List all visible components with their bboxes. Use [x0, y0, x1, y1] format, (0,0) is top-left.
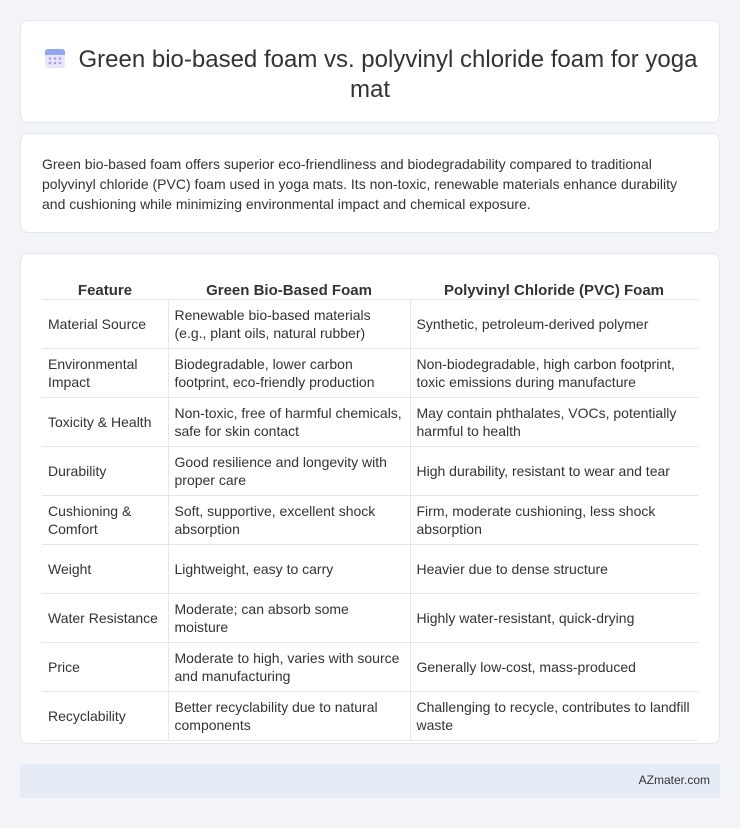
- column-header-bio-foam: Green Bio-Based Foam: [168, 274, 410, 299]
- pvc-foam-cell: May contain phthalates, VOCs, potentially harmful to health: [410, 397, 698, 446]
- title-card: [20, 20, 720, 123]
- comparison-table: [42, 274, 698, 741]
- feature-cell: Durability: [42, 446, 168, 495]
- column-header-feature: Feature: [42, 274, 168, 299]
- pvc-foam-cell: Firm, moderate cushioning, less shock absorption: [410, 495, 698, 544]
- table-row: [42, 495, 698, 544]
- pvc-foam-cell: High durability, resistant to wear and tear: [410, 446, 698, 495]
- table-row: [42, 593, 698, 642]
- calendar-icon: [43, 46, 67, 70]
- pvc-foam-cell: Synthetic, petroleum-derived polymer: [410, 299, 698, 348]
- page-title: [21, 45, 719, 105]
- summary-card: [20, 133, 720, 233]
- table-row: [42, 642, 698, 691]
- table-row: [42, 446, 698, 495]
- footer-brand: AZmater.com: [638, 773, 710, 787]
- pvc-foam-cell: Non-biodegradable, high carbon footprint, toxic emissions during manufacture: [410, 348, 698, 397]
- comparison-card: [20, 253, 720, 744]
- feature-cell: Material Source: [42, 299, 168, 348]
- summary-text: Green bio-based foam offers superior eco-friendliness and biodegradability compared to traditional polyvinyl chloride (PVC) foam used in yoga mats. Its non-toxic, renewable materials enhance durability and cushioning while minimizing environmental impact and chemical exposure.: [42, 156, 677, 212]
- feature-cell: Weight: [42, 544, 168, 593]
- feature-cell: Environmental Impact: [42, 348, 168, 397]
- page-title-text: Green bio-based foam vs. polyvinyl chloride foam for yoga mat: [78, 46, 698, 103]
- pvc-foam-cell: Highly water-resistant, quick-drying: [410, 593, 698, 642]
- bio-foam-cell: Moderate; can absorb some moisture: [168, 593, 410, 642]
- table-row: [42, 544, 698, 593]
- footer-bar: [20, 764, 720, 798]
- column-header-pvc-foam: Polyvinyl Chloride (PVC) Foam: [410, 274, 698, 299]
- feature-cell: Toxicity & Health: [42, 397, 168, 446]
- table-header-row: [42, 274, 698, 299]
- table-row: [42, 348, 698, 397]
- bio-foam-cell: Soft, supportive, excellent shock absorption: [168, 495, 410, 544]
- bio-foam-cell: Lightweight, easy to carry: [168, 544, 410, 593]
- pvc-foam-cell: Generally low-cost, mass-produced: [410, 642, 698, 691]
- bio-foam-cell: Renewable bio-based materials (e.g., plant oils, natural rubber): [168, 299, 410, 348]
- feature-cell: Price: [42, 642, 168, 691]
- feature-cell: Water Resistance: [42, 593, 168, 642]
- bio-foam-cell: Non-toxic, free of harmful chemicals, safe for skin contact: [168, 397, 410, 446]
- bio-foam-cell: Moderate to high, varies with source and manufacturing: [168, 642, 410, 691]
- bio-foam-cell: Better recyclability due to natural components: [168, 691, 410, 740]
- table-row: [42, 397, 698, 446]
- pvc-foam-cell: Challenging to recycle, contributes to landfill waste: [410, 691, 698, 740]
- feature-cell: Recyclability: [42, 691, 168, 740]
- bio-foam-cell: Biodegradable, lower carbon footprint, eco-friendly production: [168, 348, 410, 397]
- bio-foam-cell: Good resilience and longevity with proper care: [168, 446, 410, 495]
- table-row: [42, 299, 698, 348]
- table-row: [42, 691, 698, 740]
- pvc-foam-cell: Heavier due to dense structure: [410, 544, 698, 593]
- feature-cell: Cushioning & Comfort: [42, 495, 168, 544]
